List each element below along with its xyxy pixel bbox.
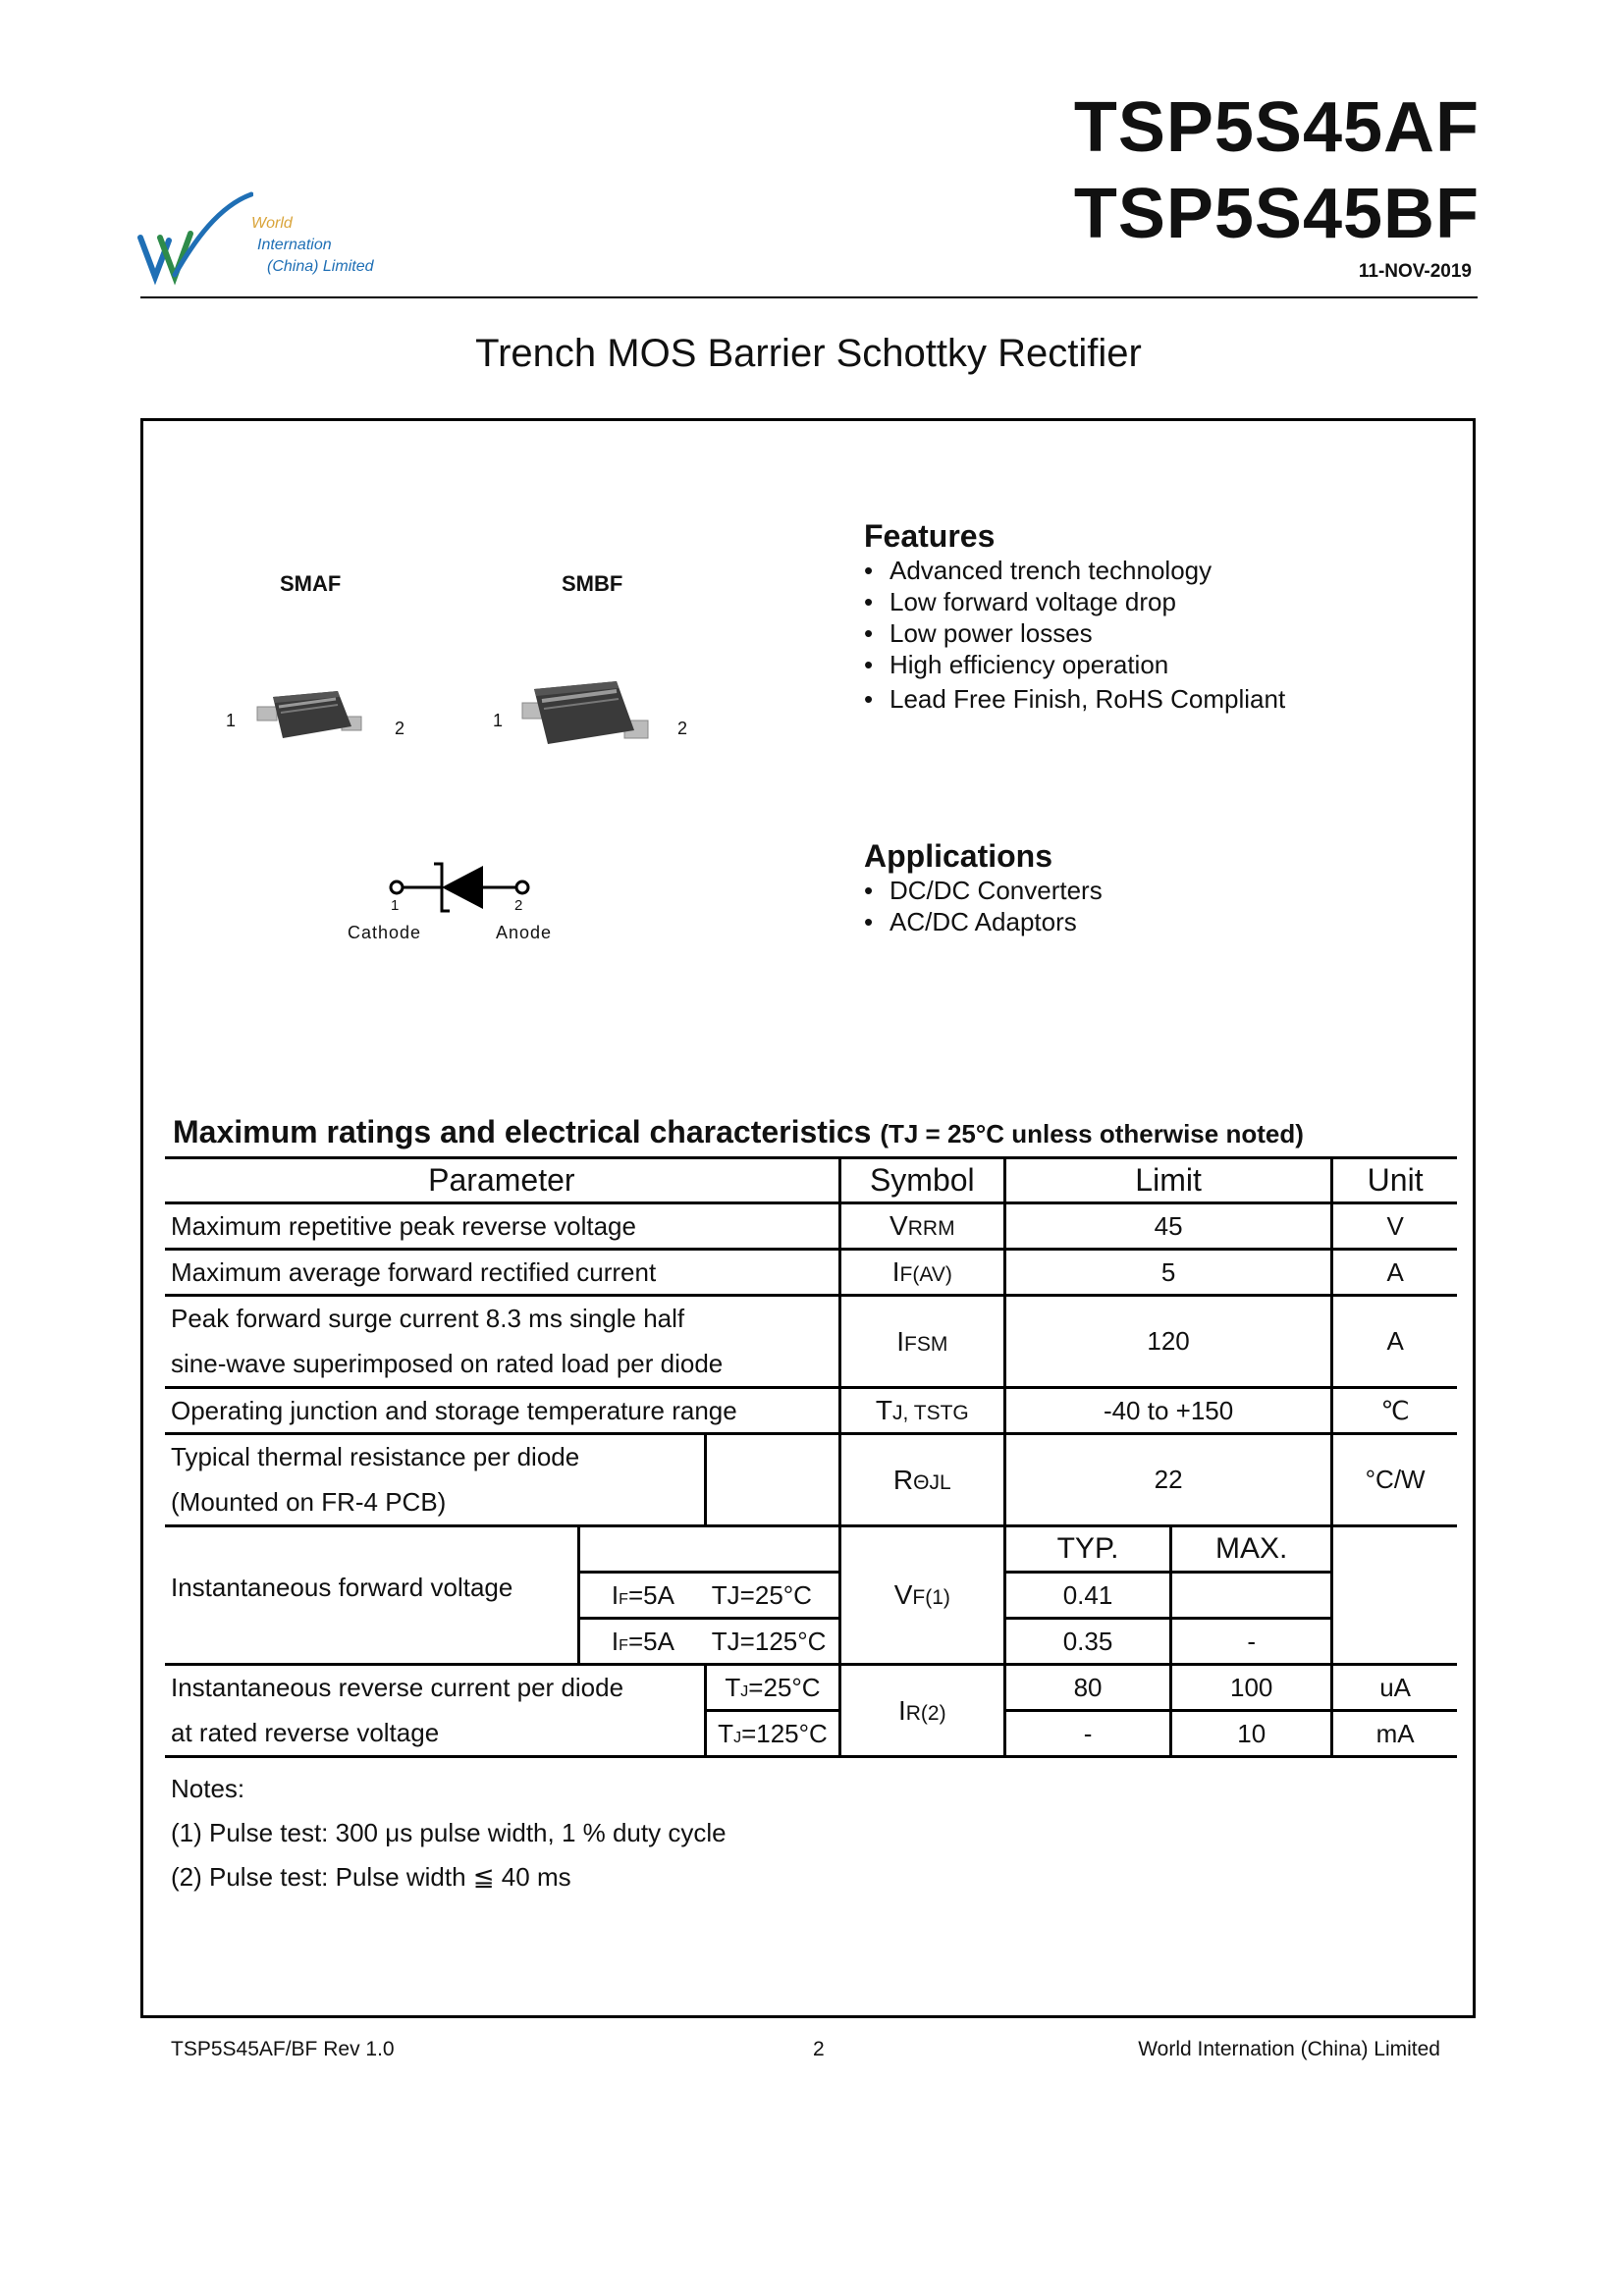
row-unit: A bbox=[1332, 1250, 1457, 1296]
row-empty-cell bbox=[706, 1434, 839, 1526]
application-item: • DC/DC Converters bbox=[864, 875, 1103, 906]
smbf-pin-1: 1 bbox=[493, 711, 504, 730]
row-limit: -40 to +150 bbox=[1004, 1388, 1331, 1434]
note-item: (2) Pulse test: Pulse width ≦ 40 ms bbox=[171, 1862, 571, 1892]
typ-value: 0.41 bbox=[1004, 1573, 1170, 1619]
table-row bbox=[165, 1296, 1457, 1342]
smbf-package-icon bbox=[518, 671, 656, 770]
row-unit: mA bbox=[1332, 1711, 1457, 1757]
package-label-smbf: SMBF bbox=[562, 571, 623, 596]
row-symbol: RΘJL bbox=[839, 1434, 1004, 1526]
feature-item: • Advanced trench technology bbox=[864, 555, 1285, 586]
condition-current: IF=5A bbox=[579, 1619, 706, 1665]
smbf-pin-2: 2 bbox=[677, 719, 688, 738]
ratings-table bbox=[165, 1156, 1457, 1758]
row-unit: V bbox=[1332, 1203, 1457, 1250]
table-row bbox=[165, 1203, 1457, 1250]
applications-list bbox=[864, 875, 1103, 937]
table-row bbox=[165, 1711, 1457, 1757]
row-limit: 22 bbox=[1004, 1434, 1331, 1526]
feature-item: • Lead Free Finish, RoHS Compliant bbox=[864, 683, 1285, 715]
typ-value: 0.35 bbox=[1004, 1619, 1170, 1665]
header-divider bbox=[140, 296, 1478, 298]
row-parameter: Maximum average forward rectified current bbox=[165, 1250, 839, 1296]
row-symbol: IF(AV) bbox=[839, 1250, 1004, 1296]
smaf-pin-1: 1 bbox=[226, 711, 237, 730]
row-parameter-line1: Typical thermal resistance per diode bbox=[171, 1442, 580, 1472]
max-value bbox=[1171, 1573, 1332, 1619]
typ-header: TYP. bbox=[1004, 1526, 1170, 1573]
footer-revision: TSP5S45AF/BF Rev 1.0 bbox=[171, 2038, 395, 2060]
table-row bbox=[165, 1665, 1457, 1711]
row-symbol: IFSM bbox=[839, 1296, 1004, 1388]
notes-title: Notes: bbox=[171, 1774, 245, 1803]
table-title-text: Maximum ratings and electrical characteristics bbox=[173, 1114, 872, 1149]
row-unit bbox=[1332, 1526, 1457, 1665]
smaf-pin-2: 2 bbox=[395, 719, 405, 738]
document-subtitle: Trench MOS Barrier Schottky Rectifier bbox=[475, 332, 1142, 375]
part-numbers bbox=[1074, 84, 1480, 257]
condition-current: IF=5A bbox=[579, 1573, 706, 1619]
row-symbol: VF(1) bbox=[839, 1526, 1004, 1665]
max-value: 100 bbox=[1171, 1665, 1332, 1711]
row-parameter: Operating junction and storage temperature range bbox=[165, 1388, 839, 1434]
table-row bbox=[165, 1388, 1457, 1434]
row-symbol: TJ, TSTG bbox=[839, 1388, 1004, 1434]
smaf-package-icon bbox=[253, 677, 371, 756]
row-unit: uA bbox=[1332, 1665, 1457, 1711]
typ-value: 80 bbox=[1004, 1665, 1170, 1711]
typ-value: - bbox=[1004, 1711, 1170, 1757]
footer-page-number: 2 bbox=[813, 2038, 825, 2060]
table-row bbox=[165, 1526, 1457, 1573]
logo-mark-icon bbox=[135, 187, 253, 294]
header-limit: Limit bbox=[1004, 1158, 1331, 1203]
row-unit: °C/W bbox=[1332, 1434, 1457, 1526]
row-condition-header bbox=[579, 1526, 840, 1573]
footer-company: World Internation (China) Limited bbox=[1138, 2038, 1440, 2060]
row-parameter-line1: Peak forward surge current 8.3 ms single half bbox=[171, 1304, 685, 1334]
logo-line-3: (China) Limited bbox=[267, 258, 374, 275]
table-row bbox=[165, 1434, 1457, 1480]
max-header: MAX. bbox=[1171, 1526, 1332, 1573]
row-parameter-line2: (Mounted on FR-4 PCB) bbox=[165, 1480, 706, 1526]
header-unit: Unit bbox=[1332, 1158, 1457, 1203]
cathode-label: Cathode bbox=[348, 923, 422, 942]
row-parameter-line2: at rated reverse voltage bbox=[165, 1711, 706, 1757]
row-symbol: IR(2) bbox=[839, 1665, 1004, 1757]
table-header-row bbox=[165, 1158, 1457, 1203]
symbol-pin-1: 1 bbox=[391, 897, 400, 914]
row-parameter: Instantaneous forward voltage bbox=[165, 1526, 579, 1665]
max-value: - bbox=[1171, 1619, 1332, 1665]
anode-label: Anode bbox=[496, 923, 553, 942]
condition-temperature: TJ=125°C bbox=[706, 1711, 839, 1757]
symbol-pin-2: 2 bbox=[514, 897, 523, 914]
application-item: • AC/DC Adaptors bbox=[864, 906, 1103, 937]
company-logo bbox=[135, 187, 410, 304]
row-symbol: VRRM bbox=[839, 1203, 1004, 1250]
part-number-a: TSP5S45AF bbox=[1073, 88, 1480, 167]
row-unit: ℃ bbox=[1332, 1388, 1457, 1434]
header-symbol: Symbol bbox=[839, 1158, 1004, 1203]
part-number-b: TSP5S45BF bbox=[1073, 175, 1480, 253]
package-label-smaf: SMAF bbox=[280, 571, 342, 596]
feature-item: • High efficiency operation bbox=[864, 649, 1285, 680]
row-limit: 45 bbox=[1004, 1203, 1331, 1250]
row-limit: 120 bbox=[1004, 1296, 1331, 1388]
condition-temperature: TJ=25°C bbox=[706, 1573, 839, 1619]
table-title bbox=[173, 1114, 1304, 1150]
row-limit: 5 bbox=[1004, 1250, 1331, 1296]
condition-temperature: TJ=125°C bbox=[706, 1619, 839, 1665]
row-parameter-line2: sine-wave superimposed on rated load per diode bbox=[165, 1342, 839, 1388]
logo-line-1: World bbox=[251, 215, 293, 232]
feature-item: • Low power losses bbox=[864, 617, 1285, 649]
table-condition: (TJ = 25°C unless otherwise noted) bbox=[880, 1119, 1304, 1148]
document-date: 11-NOV-2019 bbox=[1358, 261, 1472, 282]
row-parameter-line1: Instantaneous reverse current per diode bbox=[171, 1673, 624, 1703]
condition-temperature: TJ=25°C bbox=[706, 1665, 839, 1711]
max-value: 10 bbox=[1171, 1711, 1332, 1757]
applications-title: Applications bbox=[864, 838, 1053, 874]
row-unit: A bbox=[1332, 1296, 1457, 1388]
features-title: Features bbox=[864, 518, 996, 554]
notes-section bbox=[171, 1767, 727, 1899]
table-row bbox=[165, 1250, 1457, 1296]
header-parameter: Parameter bbox=[165, 1158, 839, 1203]
logo-line-2: Internation bbox=[257, 237, 332, 253]
note-item: (1) Pulse test: 300 μs pulse width, 1 % duty cycle bbox=[171, 1818, 727, 1847]
features-list bbox=[864, 555, 1285, 715]
row-parameter: Maximum repetitive peak reverse voltage bbox=[165, 1203, 839, 1250]
feature-item: • Low forward voltage drop bbox=[864, 586, 1285, 617]
